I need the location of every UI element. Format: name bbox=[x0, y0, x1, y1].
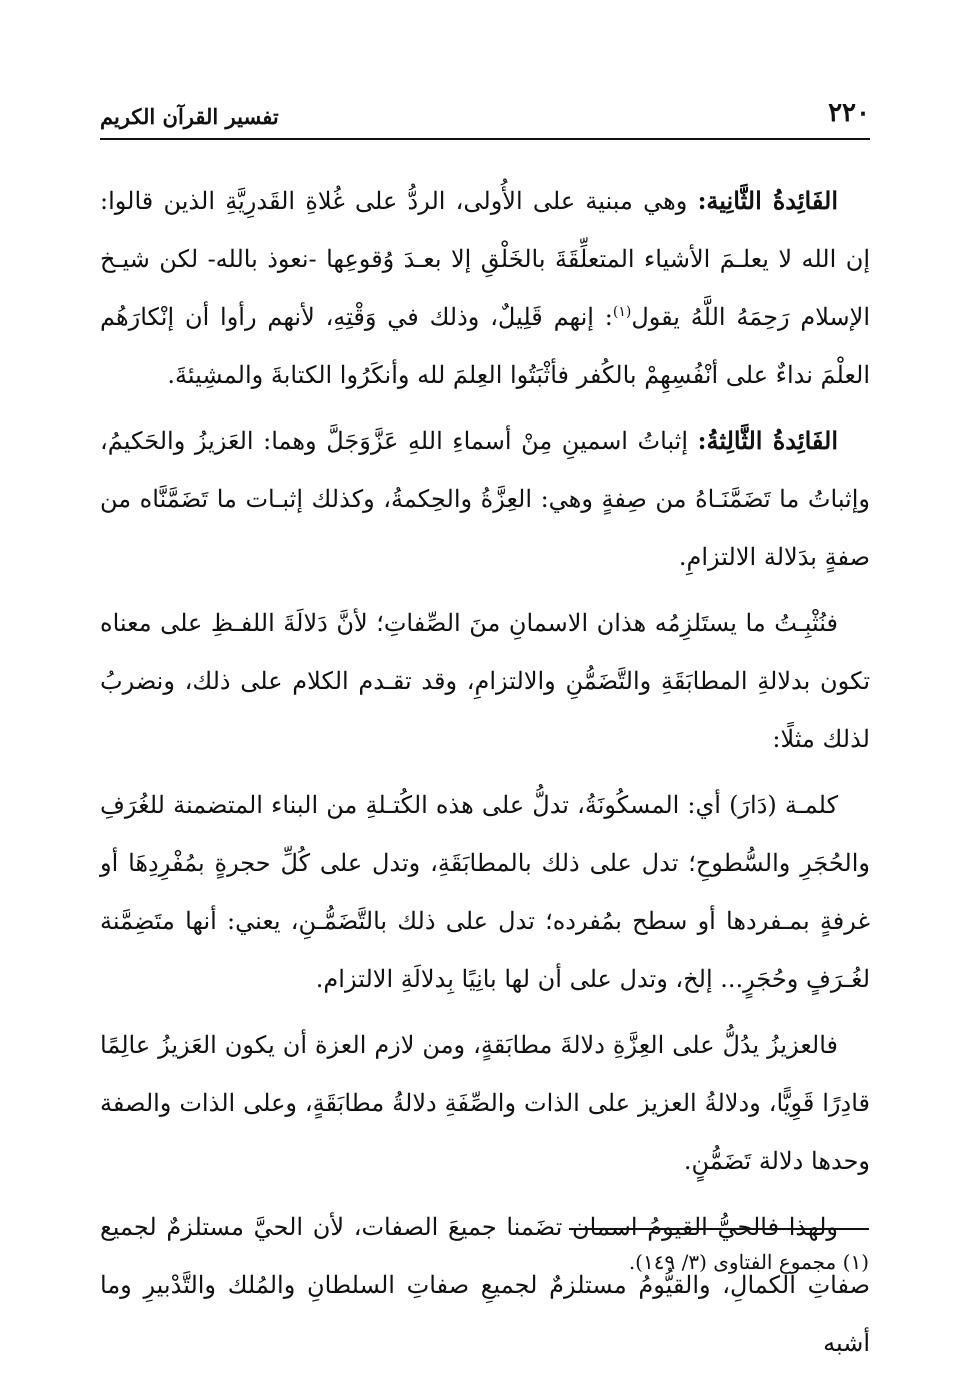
footnote-reference: (١) bbox=[612, 304, 632, 320]
footnote: (١) مجموع الفتاوى (٣/ ١٤٩). bbox=[628, 1250, 869, 1274]
paragraph-lead: الفَائِدةُ الثَّانِية: bbox=[697, 186, 838, 215]
paragraph-text-block bbox=[100, 1016, 870, 1190]
paragraph-text-block bbox=[100, 1198, 870, 1372]
footnote-divider bbox=[569, 1228, 869, 1230]
paragraph-text: وهي مبنية على الأُولى، الردُّ على غُلاةِ القَدرِيَّةِ الذين قالوا: إن الله لا يعلـمَ الأشياء المتعلِّقَةَ بالخَلْقِ إلا بعـدَ وُقوعِها -نعوذ بالله- لكن شيـخ الإسلام رَحِمَهُ اللَّهُ يقول bbox=[100, 187, 871, 331]
paragraph-text-continued: : إنهم قَلِيلٌ، وذلك في وَقْتِهِ، لأنهم رأوا أن إنْكارَهُم العلْمَ نداءٌ على أنْفُسِهِمْ بالكُفر فأثْبَتُوا العِلمَ لله وأنكَرُوا الكتابةَ والمشِيئةَ. bbox=[100, 303, 870, 389]
paragraph-text-block bbox=[100, 776, 870, 1008]
paragraph-text: فالعزيزُ يدُلُّ على العِزَّةِ دلالةَ مطابَقةٍ، ومن لازم العزة أن يكون العَزيزُ عالِمًا قادِرًا قَوِيًّا، ودلالةُ العزيز على الذات والصِّفَةِ دلالةُ مطابَقَةٍ، وعلى الذات والصفة وحدها دلالة تَضَمُّنٍ. bbox=[100, 1031, 870, 1175]
paragraph-lead: الفَائِدةُ الثَّالِثةُ: bbox=[697, 426, 839, 455]
paragraph-text-block bbox=[100, 594, 870, 768]
paragraph-benefit-three bbox=[100, 412, 870, 586]
page-header bbox=[100, 98, 870, 140]
page-body bbox=[100, 172, 870, 1372]
book-title: تفسير القرآن الكريم bbox=[100, 104, 279, 129]
paragraph-text: كلمـة (دَارَ) أي: المسكُونَةُ، تدلُّ على هذه الكُتـلةِ من البناء المتضمنة للغُرَفِ والحُجَرِ والسُّطوحِ؛ تدل على ذلك بالمطابَقَةِ، وتدل على كُلِّ حجرةٍ بمُفْرِدِهَا أو غرفةٍ بمـفردها أو سطح بمُفرده؛ تدل على ذلك بالتَّضَمُّـنِ، يعني: أنها متَضِمَّنة لغُـرَفٍ وحُجَرٍ... إلخ، وتدل على أن لها بانِيًا بِدلالَةِ الالتزام. bbox=[100, 791, 870, 993]
paragraph-text: إثباتُ اسمينِ مِنْ أسماءِ اللهِ عَزَّوَجَلَّ وهما: العَزيزُ والحَكيمُ، وإثباتُ ما تَضَمَّنَـاهُ من صِفةٍ وهي: العِزَّةُ والحِكمةُ، وكذلك إثبـات ما تَضَمَّنَّاه من صفةٍ بدَلالة الالتزامِ. bbox=[100, 427, 870, 571]
paragraph-text: فنُثْبِـتُ ما يستَلزِمُه هذان الاسمانِ منَ الصِّفاتِ؛ لأنَّ دَلالَةَ اللفـظِ على معناه تكون بدلالةِ المطابَقَةِ والتَّضَمُّنِ والالتزامِ، وقد تقـدم الكلام على ذلك، ونضربُ لذلك مثلًا: bbox=[100, 609, 870, 753]
paragraph-text: ولهذا فالحيُّ القيومُ اسمان تضَمنا جميعَ الصفات، لأن الحيَّ مستلزمٌ لجميع صفاتِ الكمالِ، والقيُّومُ مستلزمٌ لجميعِ صفاتِ السلطانِ والمُلك والتَّدْبيرِ وما أشبه bbox=[100, 1213, 870, 1357]
paragraph-benefit-two bbox=[100, 172, 870, 404]
page-number: ٢٢٠ bbox=[828, 98, 870, 128]
